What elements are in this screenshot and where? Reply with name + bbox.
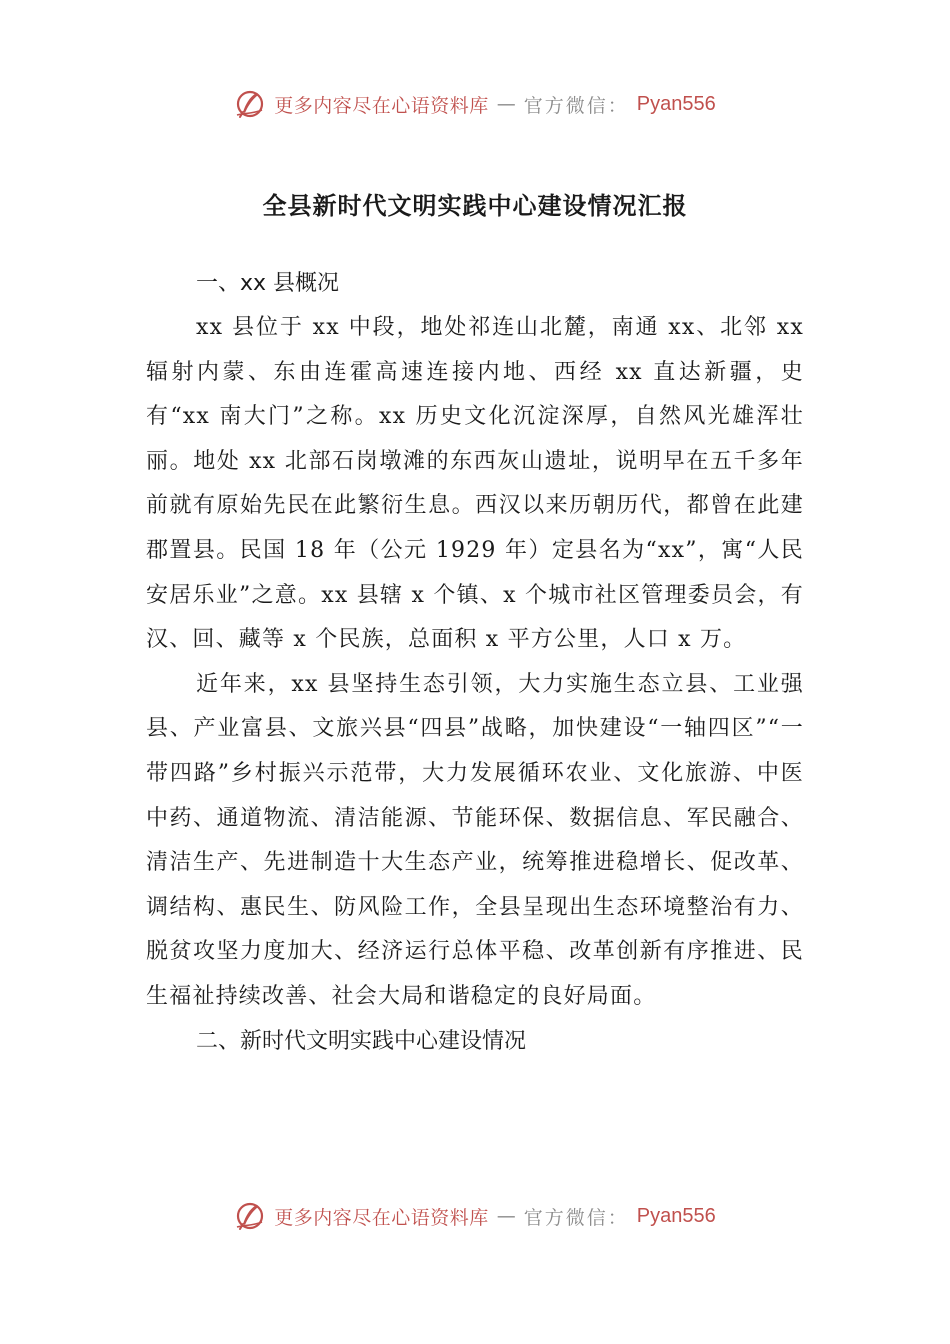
footer-watermark-banner: [0, 1196, 950, 1236]
watermark-dash: —: [496, 1205, 516, 1227]
feather-pen-logo-icon: [234, 1200, 266, 1232]
watermark-wechat-label: 官方微信：: [523, 1206, 629, 1229]
feather-pen-logo-icon: [234, 88, 266, 120]
watermark-slogan: 更多内容尽在心语资料库: [274, 1206, 489, 1229]
watermark-wechat-id: Pyan556: [636, 92, 716, 115]
document-body: [146, 262, 804, 1064]
paragraph-county-overview: xx 县位于 xx 中段，地处祁连山北麓，南通 xx、北邻 xx 辐射内蒙、东由连霍高速连接内地、西经 xx 直达新疆，史有“xx 南大门”之称。xx 历史文化沉淀深厚，自然风光雄浑壮丽。地处 xx 北部石岗墩滩的东西灰山遗址，说明早在五千多年前就有原始先民在此繁衍生息。西汉以来历朝历代，都曾在此建郡置县。民国 18 年（公元 1929 年）定县名为“xx”，寓“人民安居乐业”之意。xx 县辖 x 个镇、x 个城市社区管理委员会，有汉、回、藏等 x 个民族，总面积 x 平方公里，人口 x 万。: [146, 315, 804, 653]
header-watermark-banner: [0, 84, 950, 124]
section-heading-overview: 一、xx 县概况: [196, 271, 340, 296]
watermark-wechat-id: Pyan556: [636, 1204, 716, 1227]
watermark-wechat-label: 官方微信：: [523, 94, 629, 117]
watermark-slogan: 更多内容尽在心语资料库: [274, 94, 489, 117]
document-title: 全县新时代文明实践中心建设情况汇报: [262, 192, 688, 220]
paragraph-recent-development: 近年来，xx 县坚持生态引领，大力实施生态立县、工业强县、产业富县、文旅兴县“四县”战略，加快建设“一轴四区”“一带四路”乡村振兴示范带，大力发展循环农业、文化旅游、中医中药、通道物流、清洁能源、节能环保、数据信息、军民融合、清洁生产、先进制造十大生态产业，统筹推进稳增长、促改革、调结构、惠民生、防风险工作，全县呈现出生态环境整治有力、脱贫攻坚力度加大、经济运行总体平稳、改革创新有序推进、民生福祉持续改善、社会大局和谐稳定的良好局面。: [146, 671, 804, 1009]
watermark-dash: —: [496, 93, 516, 115]
section-heading-center-construction: 二、新时代文明实践中心建设情况: [196, 1028, 527, 1054]
